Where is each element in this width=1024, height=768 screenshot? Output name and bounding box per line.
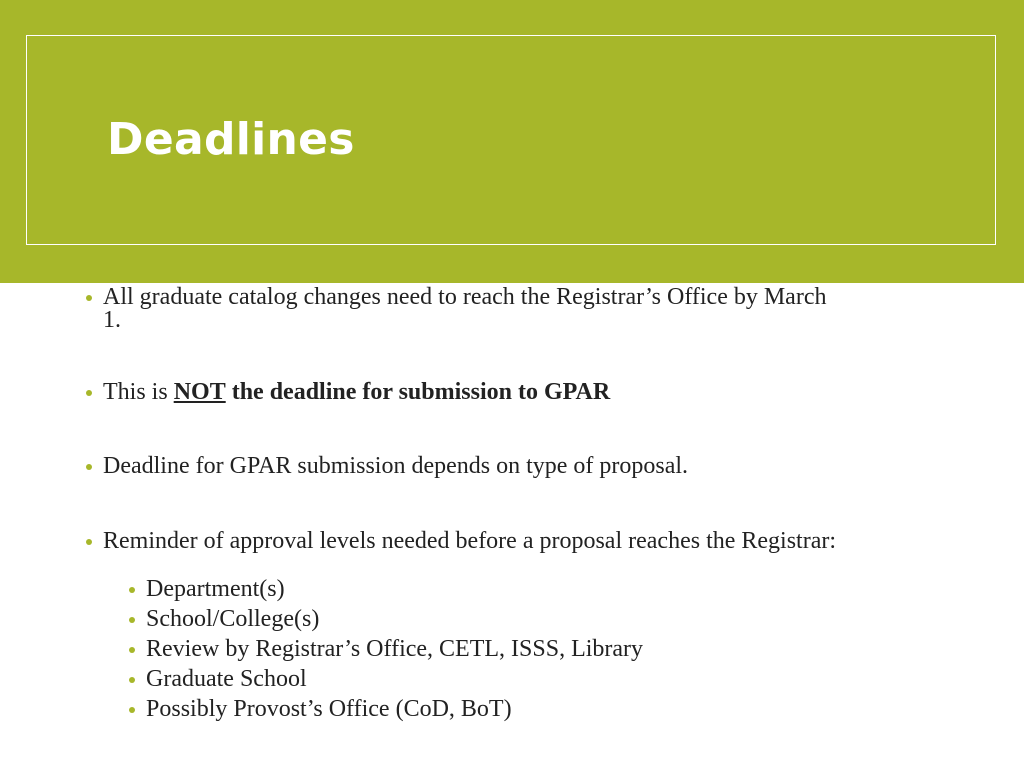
bullet-dot-icon [129, 647, 135, 653]
bullet-item [86, 455, 846, 478]
bullet-text: All graduate catalog changes need to reach the Registrar’s Office by March 1. [103, 284, 827, 333]
sub-bullet-item [129, 606, 319, 632]
bullet-dot-icon [129, 707, 135, 713]
sub-bullet-text: Possibly Provost’s Office (CoD, BoT) [146, 696, 512, 722]
bullet-text [103, 381, 846, 404]
bullet-dot-icon [129, 677, 135, 683]
bullet-dot-icon [86, 539, 92, 545]
sub-bullet-text: Review by Registrar’s Office, CETL, ISSS, Library [146, 636, 644, 662]
bullet-dot-icon [86, 295, 92, 301]
sub-bullet-item [129, 576, 285, 602]
sub-bullet-item [129, 696, 512, 722]
slide-title: Deadlines [107, 114, 355, 165]
sub-bullet-item [129, 636, 643, 662]
bullet-dot-icon [129, 587, 135, 593]
bullet-text: Reminder of approval levels needed before a proposal reaches the Registrar: [103, 528, 837, 554]
sub-bullet-text: Graduate School [146, 666, 307, 692]
bullet-dot-icon [86, 390, 92, 396]
bullet-item [86, 286, 846, 332]
sub-bullet-text: School/College(s) [146, 606, 320, 632]
bullet-prefix: This is [103, 379, 168, 405]
sub-bullet-text: Department(s) [146, 576, 285, 602]
bullet-text: Deadline for GPAR submission depends on type of proposal. [103, 453, 689, 479]
bullet-dot-icon [86, 464, 92, 470]
bullet-item [86, 530, 846, 553]
sub-bullet-item [129, 666, 307, 692]
bullet-emphasis: NOT [173, 379, 226, 405]
bullet-dot-icon [129, 617, 135, 623]
bullet-bold-text: the deadline for submission to GPAR [231, 379, 611, 405]
bullet-item [86, 381, 846, 404]
